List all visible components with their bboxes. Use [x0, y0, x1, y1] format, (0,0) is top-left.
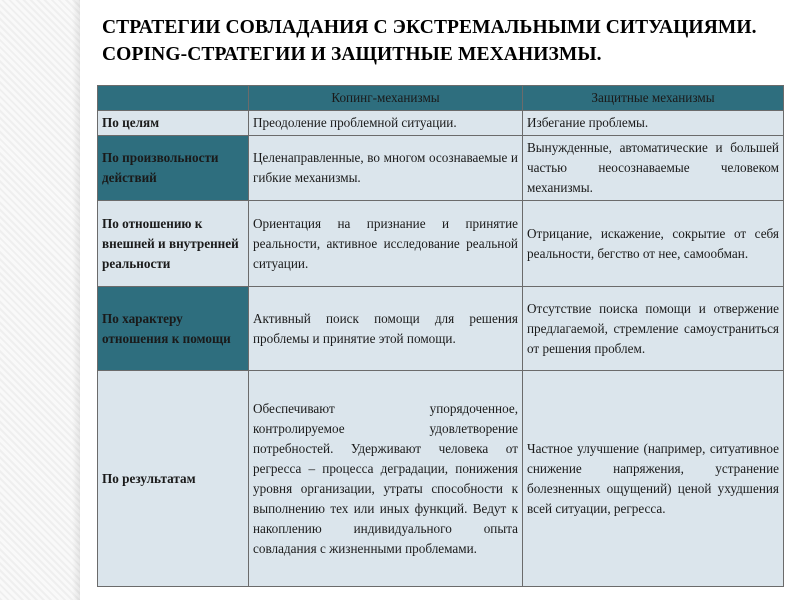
coping-cell: Преодоление проблемной ситуации.: [249, 111, 523, 136]
table-header-row: [98, 86, 784, 111]
defense-cell: Отрицание, искажение, сокрытие от себя реальности, бегство от нее, самообман.: [523, 201, 784, 287]
table-row: [98, 371, 784, 587]
row-label: По результатам: [98, 371, 249, 587]
row-label: По произвольности действий: [98, 136, 249, 201]
comparison-table: [97, 85, 784, 587]
header-corner-cell: [98, 86, 249, 111]
slide-title-line-2: COPING-СТРАТЕГИИ И ЗАЩИТНЫЕ МЕХАНИЗМЫ.: [102, 44, 602, 65]
defense-cell: Частное улучшение (например, ситуативное снижение напряжения, устранение болезненных ощущений) ценой ухудшения всей ситуации, регресса.: [523, 371, 784, 587]
table-row: [98, 111, 784, 136]
row-label: По характеру отношения к помощи: [98, 287, 249, 371]
slide-title-line-1: СТРАТЕГИИ СОВЛАДАНИЯ С ЭКСТРЕМАЛЬНЫМИ СИТУАЦИЯМИ.: [102, 17, 757, 38]
slide-left-border-decoration: [0, 0, 80, 600]
coping-cell: Целенаправленные, во многом осознаваемые и гибкие механизмы.: [249, 136, 523, 201]
defense-cell: Избегание проблемы.: [523, 111, 784, 136]
header-defense-mechanisms: Защитные механизмы: [523, 86, 784, 111]
coping-cell: Активный поиск помощи для решения проблемы и принятие этой помощи.: [249, 287, 523, 371]
header-coping-mechanisms: Копинг-механизмы: [249, 86, 523, 111]
defense-cell: Вынужденные, автоматические и большей частью неосознаваемые человеком механизмы.: [523, 136, 784, 201]
table-row: [98, 201, 784, 287]
row-label: По целям: [98, 111, 249, 136]
defense-cell: Отсутствие поиска помощи и отвержение предлагаемой, стремление самоустраниться от решения проблем.: [523, 287, 784, 371]
row-label: По отношению к внешней и внутренней реальности: [98, 201, 249, 287]
table-row: [98, 287, 784, 371]
coping-cell: Ориентация на признание и принятие реальности, активное исследование реальной ситуации.: [249, 201, 523, 287]
coping-cell: Обеспечивают упорядоченное, контролируемое удовлетворение потребностей. Удерживают человека от регресса – процесса деградации, понижения уровня организации, утраты способности к выполнению тех или иных функций. Ведут к накоплению индивидуального опыта совладания с жизненными проблемами.: [249, 371, 523, 587]
table-row: [98, 136, 784, 201]
slide-title: [102, 14, 792, 68]
